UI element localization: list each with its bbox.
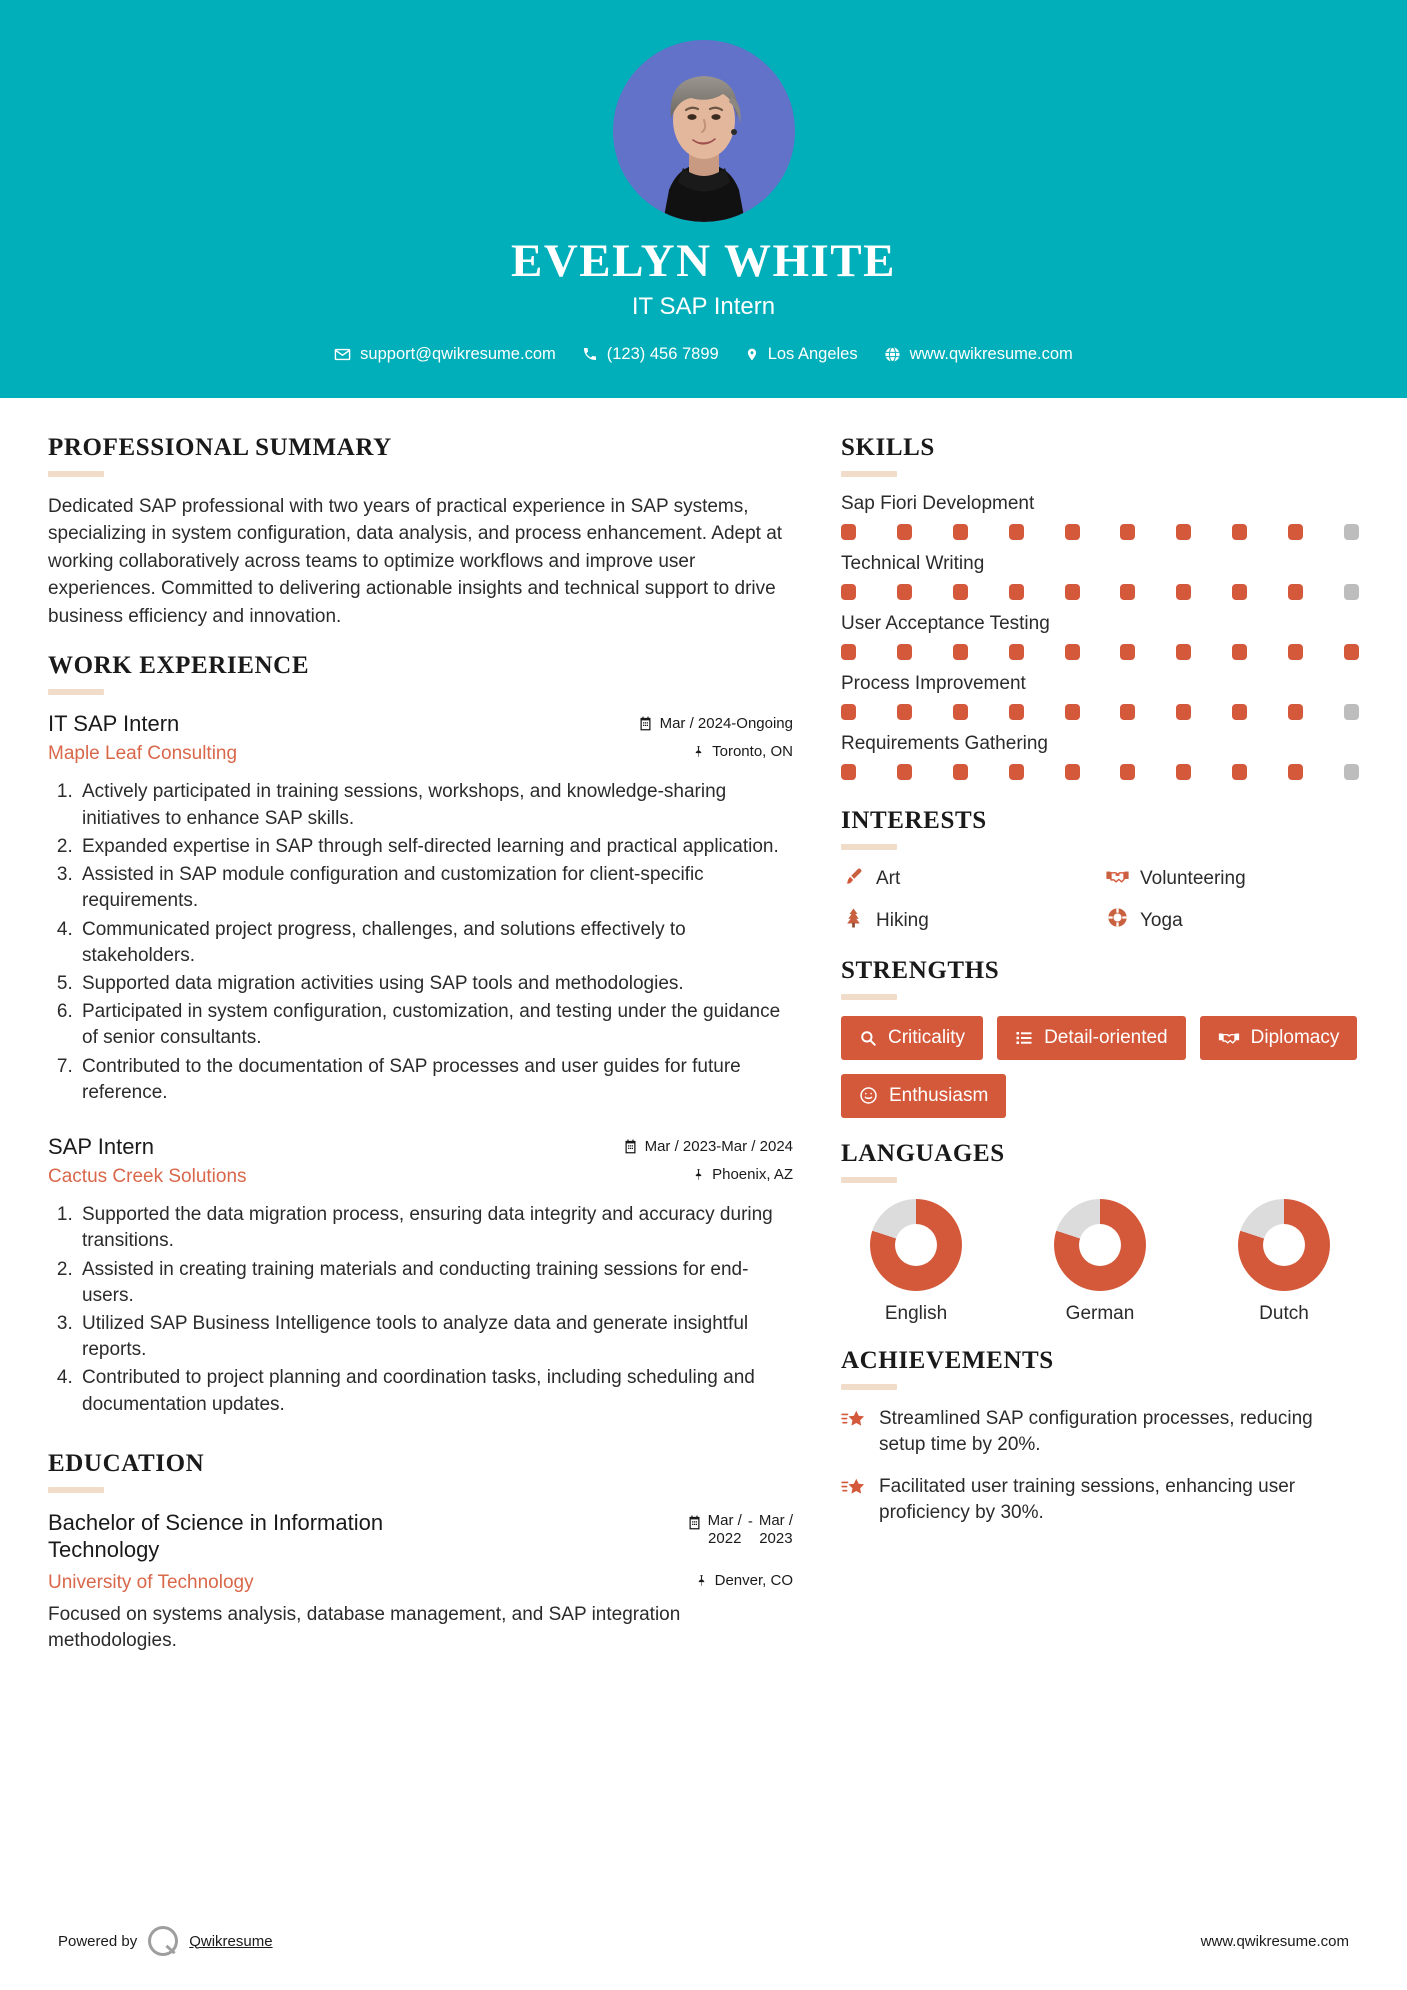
strength-label: Diplomacy bbox=[1250, 1026, 1340, 1048]
interest-item bbox=[1105, 866, 1359, 893]
qwikresume-brand[interactable]: Qwikresume bbox=[189, 1932, 273, 1950]
section-rule bbox=[841, 1177, 897, 1183]
education-dates bbox=[687, 1509, 793, 1549]
interest-item bbox=[841, 866, 1095, 893]
section-heading-strengths: STRENGTHS bbox=[841, 956, 1000, 984]
skill-dot bbox=[1344, 524, 1359, 540]
skill-dot bbox=[897, 644, 912, 660]
skill-rating bbox=[841, 704, 1359, 720]
magnifier-icon bbox=[859, 1029, 877, 1047]
skill-dot bbox=[1065, 764, 1080, 780]
skill-dot bbox=[1176, 524, 1191, 540]
achievement-text: Streamlined SAP configuration processes, reducing setup time by 20%. bbox=[879, 1407, 1313, 1455]
skill-name: Process Improvement bbox=[841, 672, 1026, 694]
skill-dot bbox=[897, 764, 912, 780]
experience-location-text: Toronto, ON bbox=[712, 743, 793, 761]
job-title: IT SAP Intern bbox=[631, 292, 776, 320]
education-date-separator: - bbox=[747, 1512, 753, 1530]
section-heading-education: EDUCATION bbox=[48, 1449, 205, 1477]
experience-role: IT SAP Intern bbox=[48, 711, 180, 737]
handshake-icon bbox=[1105, 866, 1129, 893]
education-start-month: Mar / bbox=[707, 1511, 742, 1529]
skill-name: Requirements Gathering bbox=[841, 732, 1048, 754]
calendar-icon bbox=[687, 1515, 702, 1530]
skill-dot bbox=[1288, 584, 1303, 600]
skill-dot bbox=[841, 764, 856, 780]
strength-label: Detail-oriented bbox=[1044, 1026, 1168, 1048]
experience-company: Cactus Creek Solutions bbox=[48, 1166, 247, 1188]
experience-company: Maple Leaf Consulting bbox=[48, 743, 238, 765]
interest-label: Hiking bbox=[876, 909, 929, 931]
section-rule bbox=[841, 994, 897, 1000]
language-label: German bbox=[1065, 1302, 1135, 1324]
skill-row bbox=[841, 613, 1359, 660]
pushpin-icon bbox=[695, 1573, 708, 1588]
skill-dot bbox=[1009, 584, 1024, 600]
strengths-list bbox=[841, 1016, 1359, 1118]
globe-icon bbox=[884, 346, 901, 363]
pushpin-icon bbox=[692, 1167, 705, 1182]
page-footer bbox=[0, 1926, 1407, 1956]
skill-row bbox=[841, 733, 1359, 780]
skill-dot bbox=[953, 764, 968, 780]
skill-dot bbox=[1288, 644, 1303, 660]
experience-dates-text: Mar / 2024-Ongoing bbox=[659, 715, 793, 733]
interests-grid bbox=[841, 866, 1359, 935]
skill-name: User Acceptance Testing bbox=[841, 612, 1050, 634]
skill-dot bbox=[1344, 764, 1359, 780]
experience-bullet: 4. Contributed to project planning and coordination tasks, including scheduling and documentation updates. bbox=[78, 1365, 793, 1417]
experience-bullet: 3. Utilized SAP Business Intelligence tools to analyze data and generate insightful reports. bbox=[78, 1311, 793, 1363]
skill-dot bbox=[1120, 704, 1135, 720]
qwikresume-logo-icon bbox=[148, 1926, 178, 1956]
contact-location-text: Los Angeles bbox=[767, 344, 858, 363]
skill-dot bbox=[1232, 644, 1247, 660]
summary-text: Dedicated SAP professional with two years of practical experience in SAP systems, specializing in system configuration, data analysis, and process enhancement. Adept at working collaboratively across teams to optimize workflows and improve user experiences. Committed to delivering actionable insights and technical support to drive business efficiency and innovation. bbox=[48, 495, 783, 627]
language-label: Dutch bbox=[1259, 1302, 1309, 1324]
experience-location bbox=[692, 1166, 793, 1183]
skill-dot bbox=[1120, 644, 1135, 660]
experience-bullet: 6. Participated in system configuration, customization, and testing under the guidance of senior consultants. bbox=[78, 999, 793, 1051]
section-achievements bbox=[841, 1347, 1359, 1527]
experience-dates bbox=[638, 715, 793, 732]
experience-role: SAP Intern bbox=[48, 1134, 154, 1160]
skill-rating bbox=[841, 764, 1359, 780]
language-item bbox=[1025, 1199, 1175, 1325]
section-skills bbox=[841, 434, 1359, 780]
skill-dot bbox=[1232, 704, 1247, 720]
contact-email-text: support@qwikresume.com bbox=[360, 344, 556, 363]
powered-by bbox=[58, 1926, 273, 1956]
section-strengths bbox=[841, 957, 1359, 1118]
section-languages bbox=[841, 1140, 1359, 1325]
skill-dot bbox=[1176, 644, 1191, 660]
skill-dot bbox=[897, 524, 912, 540]
skill-dot bbox=[841, 584, 856, 600]
skill-row bbox=[841, 493, 1359, 540]
experience-bullets bbox=[48, 1202, 793, 1418]
interest-label: Yoga bbox=[1140, 909, 1183, 931]
section-work-experience bbox=[48, 652, 793, 1417]
section-rule bbox=[48, 471, 104, 477]
language-donut bbox=[1238, 1199, 1330, 1291]
calendar-icon bbox=[623, 1139, 638, 1154]
section-heading-languages: LANGUAGES bbox=[841, 1139, 1005, 1167]
experience-bullet: 1. Supported the data migration process, ensuring data integrity and accuracy during transitions. bbox=[78, 1202, 793, 1254]
experience-location-text: Phoenix, AZ bbox=[712, 1166, 793, 1184]
skill-dot bbox=[1344, 584, 1359, 600]
education-end-year: 2023 bbox=[759, 1530, 793, 1548]
section-heading-interests: INTERESTS bbox=[841, 806, 987, 834]
strength-chip-criticality[interactable] bbox=[841, 1016, 983, 1060]
right-column bbox=[841, 434, 1359, 1543]
interest-item bbox=[1105, 907, 1359, 935]
experience-bullet: 1. Actively participated in training sessions, workshops, and knowledge-sharing initiatives to enhance SAP skills. bbox=[78, 779, 793, 831]
skill-rating bbox=[841, 524, 1359, 540]
education-start-year: 2022 bbox=[708, 1530, 742, 1548]
education-description: Focused on systems analysis, database management, and SAP integration methodologies. bbox=[48, 1603, 681, 1652]
handshake-icon bbox=[1218, 1029, 1240, 1047]
section-rule bbox=[841, 1384, 897, 1390]
experience-bullet: 5. Supported data migration activities using SAP tools and methodologies. bbox=[78, 971, 793, 997]
experience-bullets bbox=[48, 779, 793, 1106]
skill-dot bbox=[1344, 704, 1359, 720]
contact-email[interactable] bbox=[334, 345, 556, 364]
skill-row bbox=[841, 553, 1359, 600]
skill-dot bbox=[841, 644, 856, 660]
skill-name: Technical Writing bbox=[841, 552, 985, 574]
powered-by-label: Powered by bbox=[58, 1932, 138, 1950]
skill-dot bbox=[841, 524, 856, 540]
skill-dot bbox=[1120, 524, 1135, 540]
experience-bullet: 3. Assisted in SAP module configuration and customization for client-specific requirements. bbox=[78, 862, 793, 914]
list-icon bbox=[1015, 1029, 1033, 1047]
skill-dot bbox=[1009, 524, 1024, 540]
education-entry bbox=[48, 1509, 793, 1655]
experience-dates bbox=[623, 1138, 793, 1155]
interest-label: Volunteering bbox=[1140, 868, 1246, 890]
skill-dot bbox=[1120, 764, 1135, 780]
smiley-icon bbox=[859, 1086, 878, 1105]
page-title: EVELYN WHITE bbox=[510, 235, 896, 287]
achievement-text: Facilitated user training sessions, enhancing user proficiency by 30%. bbox=[879, 1476, 1296, 1524]
skill-dot bbox=[1065, 524, 1080, 540]
skill-dot bbox=[953, 584, 968, 600]
skill-dot bbox=[1009, 764, 1024, 780]
section-heading-experience: WORK EXPERIENCE bbox=[48, 652, 310, 680]
education-school: University of Technology bbox=[48, 1571, 254, 1593]
envelope-icon bbox=[334, 346, 351, 363]
skill-dot bbox=[1232, 524, 1247, 540]
lifebuoy-icon bbox=[1105, 907, 1129, 934]
strength-label: Enthusiasm bbox=[889, 1084, 989, 1106]
section-heading-skills: SKILLS bbox=[841, 433, 935, 461]
resume-body bbox=[0, 398, 1407, 1655]
left-column bbox=[48, 434, 793, 1655]
section-professional-summary bbox=[48, 434, 793, 631]
shooting-star-icon bbox=[841, 1406, 867, 1435]
location-pin-icon bbox=[745, 346, 759, 363]
skill-dot bbox=[1120, 584, 1135, 600]
skill-dot bbox=[897, 704, 912, 720]
skill-dot bbox=[1176, 584, 1191, 600]
achievement-item bbox=[841, 1474, 1359, 1526]
interest-label: Art bbox=[876, 868, 901, 890]
experience-location bbox=[692, 743, 793, 760]
skill-dot bbox=[841, 704, 856, 720]
section-rule bbox=[841, 471, 897, 477]
skill-dot bbox=[897, 584, 912, 600]
skill-dot bbox=[953, 644, 968, 660]
skill-rating bbox=[841, 584, 1359, 600]
calendar-icon bbox=[638, 716, 653, 731]
skill-dot bbox=[1288, 524, 1303, 540]
skill-dot bbox=[1065, 704, 1080, 720]
language-item bbox=[1209, 1199, 1359, 1325]
language-donut bbox=[1054, 1199, 1146, 1291]
skills-list bbox=[841, 493, 1359, 780]
language-donut bbox=[870, 1199, 962, 1291]
skill-dot bbox=[1009, 644, 1024, 660]
skill-dot bbox=[953, 704, 968, 720]
experience-entry bbox=[48, 1134, 793, 1418]
evergreen-tree-icon bbox=[841, 907, 865, 935]
interest-item bbox=[841, 907, 1095, 935]
section-heading-achievements: ACHIEVEMENTS bbox=[841, 1346, 1054, 1374]
education-end-month: Mar / bbox=[758, 1511, 793, 1529]
strength-chip-detail-oriented[interactable] bbox=[997, 1016, 1186, 1060]
strength-label: Criticality bbox=[888, 1026, 966, 1048]
section-rule bbox=[841, 844, 897, 850]
education-location-text: Denver, CO bbox=[714, 1571, 793, 1589]
avatar-portrait-icon bbox=[613, 40, 795, 222]
contact-row bbox=[0, 345, 1407, 364]
section-interests bbox=[841, 807, 1359, 935]
section-rule bbox=[48, 1487, 104, 1493]
skill-dot bbox=[1009, 704, 1024, 720]
strength-chip-diplomacy[interactable] bbox=[1200, 1016, 1358, 1060]
skill-dot bbox=[1232, 764, 1247, 780]
contact-location[interactable] bbox=[745, 345, 858, 364]
phone-icon bbox=[582, 346, 598, 362]
footer-website[interactable]: www.qwikresume.com bbox=[1200, 1932, 1349, 1950]
languages-list bbox=[841, 1199, 1359, 1325]
experience-bullet: 2. Expanded expertise in SAP through self-directed learning and practical application. bbox=[78, 834, 793, 860]
shooting-star-icon bbox=[841, 1474, 867, 1503]
avatar bbox=[613, 40, 795, 222]
experience-bullet: 2. Assisted in creating training materials and conducting training sessions for end-users. bbox=[78, 1257, 793, 1309]
experience-dates-text: Mar / 2023-Mar / 2024 bbox=[644, 1138, 793, 1156]
education-end-date bbox=[759, 1512, 793, 1549]
section-education bbox=[48, 1450, 793, 1655]
skill-dot bbox=[1344, 644, 1359, 660]
skill-dot bbox=[1232, 584, 1247, 600]
pushpin-icon bbox=[692, 744, 705, 759]
experience-bullet: 4. Communicated project progress, challenges, and solutions effectively to stakeholders. bbox=[78, 917, 793, 969]
skill-rating bbox=[841, 644, 1359, 660]
skill-dot bbox=[1288, 704, 1303, 720]
skill-dot bbox=[1176, 704, 1191, 720]
education-start-date bbox=[708, 1512, 742, 1549]
experience-entry bbox=[48, 711, 793, 1106]
skill-dot bbox=[1288, 764, 1303, 780]
skill-dot bbox=[1065, 584, 1080, 600]
skill-name: Sap Fiori Development bbox=[841, 492, 1035, 514]
section-rule bbox=[48, 689, 104, 695]
resume-header bbox=[0, 0, 1407, 398]
language-item bbox=[841, 1199, 991, 1325]
skill-dot bbox=[1065, 644, 1080, 660]
contact-website-text: www.qwikresume.com bbox=[909, 344, 1073, 363]
skill-dot bbox=[953, 524, 968, 540]
education-location bbox=[695, 1572, 793, 1589]
contact-website[interactable] bbox=[884, 345, 1073, 364]
education-degree: Bachelor of Science in Information Technology bbox=[48, 1509, 384, 1563]
skill-dot bbox=[1176, 764, 1191, 780]
section-heading-summary: PROFESSIONAL SUMMARY bbox=[48, 433, 392, 461]
contact-phone-text: (123) 456 7899 bbox=[606, 344, 719, 363]
language-label: English bbox=[884, 1302, 948, 1324]
experience-bullet: 7. Contributed to the documentation of SAP processes and user guides for future reference. bbox=[78, 1054, 793, 1106]
strength-chip-enthusiasm[interactable] bbox=[841, 1074, 1006, 1118]
skill-row bbox=[841, 673, 1359, 720]
achievement-item bbox=[841, 1406, 1359, 1458]
contact-phone[interactable] bbox=[582, 345, 719, 364]
paintbrush-icon bbox=[841, 866, 865, 893]
